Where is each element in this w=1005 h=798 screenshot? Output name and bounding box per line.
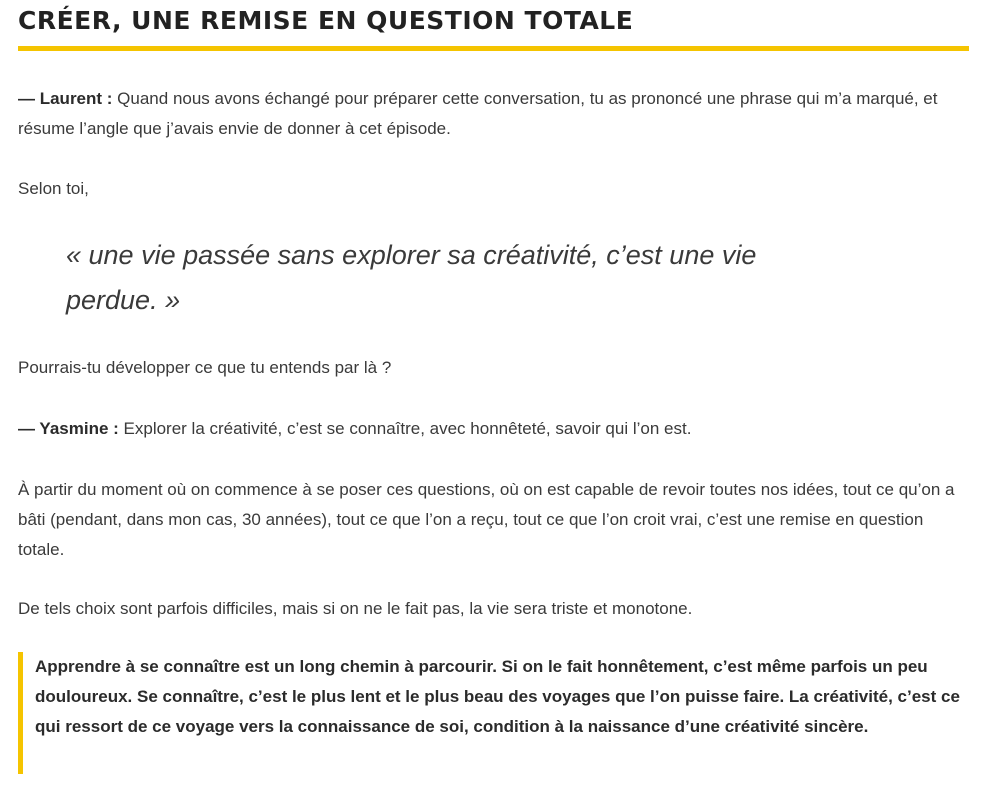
highlight-accent-bar (18, 652, 23, 774)
highlight-text-after: que l’on puisse faire. La créativité, c’est ce qui ressort de ce voyage vers la connaissance de soi, condition à la naissance d’une créativité sincère. (35, 687, 960, 736)
paragraph-text: Explorer la créativité, c’est se connaître, avec honnêteté, savoir qui l’on est. (118, 419, 692, 438)
paragraph-selon-toi: Selon toi, (18, 179, 89, 198)
speaker-laurent: — Laurent : (18, 89, 113, 108)
speaker-yasmine: — Yasmine : (18, 419, 119, 438)
highlight-text (35, 652, 970, 742)
highlight-strong: le plus lent et le plus beau des voyages (291, 687, 611, 706)
paragraph-laurent-intro (18, 84, 973, 144)
paragraph-yasmine-answer (18, 414, 973, 444)
paragraph-text: Quand nous avons échangé pour préparer cette conversation, tu as prononcé une phrase qui m’a marqué, et résume l’angle que j’avais envie de donner à cet épisode. (18, 89, 938, 138)
paragraph-remise-en-question: À partir du moment où on commence à se poser ces questions, où on est capable de revoir toutes nos idées, tout ce qu’on a bâti (pendant, dans mon cas, 30 années), tout ce que l’on a reçu, tout ce que l’on croit vrai, c’est une remise en question totale. (18, 480, 955, 559)
paragraph-question: Pourrais-tu développer ce que tu entends par là ? (18, 358, 392, 377)
section-heading: CRÉER, UNE REMISE EN QUESTION TOTALE (18, 6, 634, 35)
highlight-text-before: Apprendre à se connaître est un long chemin à parcourir. Si on le fait honnêtement, c’est même parfois un peu douloureux. Se connaître, c’est (35, 657, 928, 706)
paragraph-choix: De tels choix sont parfois difficiles, mais si on ne le fait pas, la vie sera triste et monotone. (18, 599, 693, 618)
heading-underline (18, 46, 969, 51)
highlight-box (18, 652, 973, 774)
pull-quote: « une vie passée sans explorer sa créativité, c’est une vie perdue. » (66, 240, 757, 315)
